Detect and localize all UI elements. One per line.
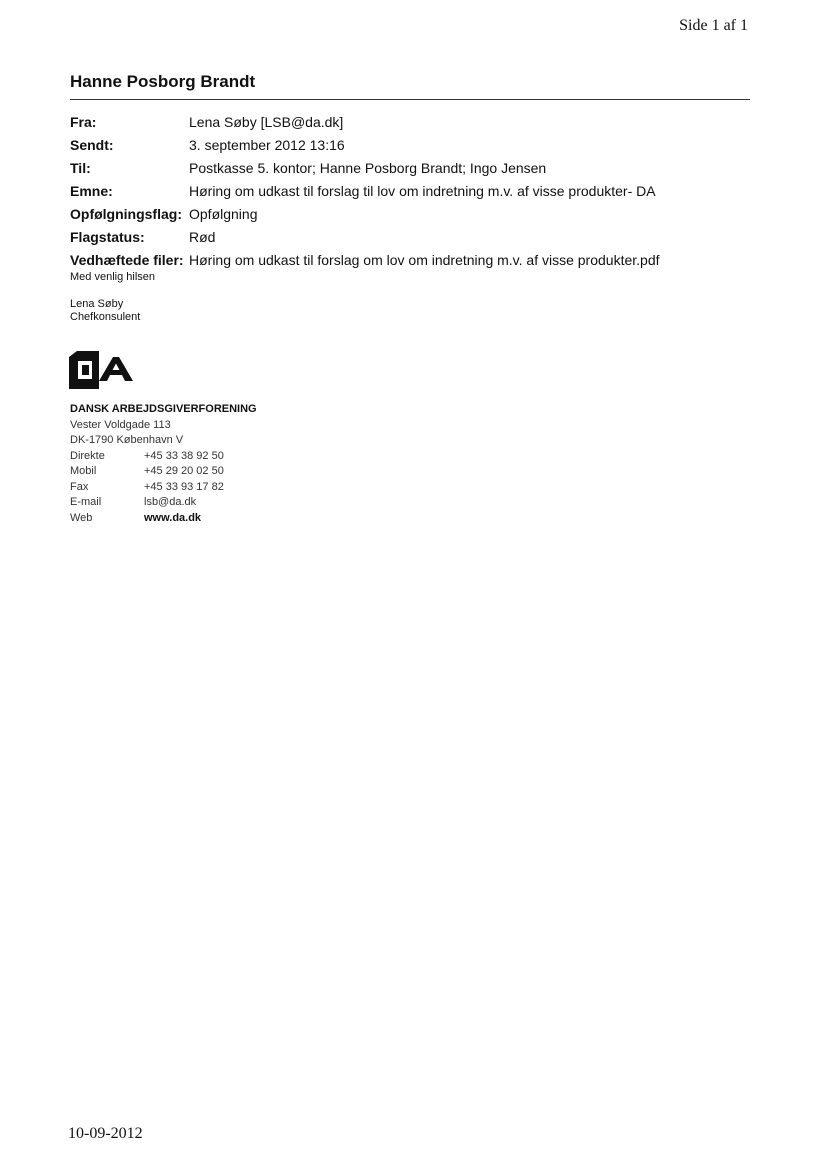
header-label: Emne:	[70, 182, 113, 199]
da-logo	[69, 351, 133, 389]
header-row-attachments	[70, 248, 660, 271]
header-row-sent	[70, 133, 660, 156]
header-row-flag-status	[70, 225, 660, 248]
email-link[interactable]: lsb@da.dk	[144, 496, 197, 508]
contact-label: Direkte	[70, 449, 105, 462]
web-link[interactable]: www.da.dk	[144, 511, 202, 524]
contact-value: +45 33 38 92 50	[144, 449, 224, 462]
header-row-from	[70, 110, 660, 133]
da-logo-mark	[69, 351, 133, 389]
header-label: Flagstatus:	[70, 228, 145, 245]
address-line-2: DK-1790 København V	[70, 434, 184, 446]
header-label: Til:	[70, 159, 91, 176]
header-label: Vedhæftede filer:	[70, 251, 184, 268]
contact-label: Web	[70, 511, 93, 524]
contact-label: E-mail	[70, 496, 102, 508]
header-label: Fra:	[70, 113, 97, 130]
header-value-sent: 3. september 2012 13:16	[189, 136, 345, 153]
contact-row-mobile	[70, 464, 257, 480]
contact-label: Mobil	[70, 465, 97, 477]
header-row-followup-flag	[70, 202, 660, 225]
signer-title: Chefkonsulent	[70, 311, 141, 323]
signer-block	[70, 298, 140, 324]
mailbox-owner: Hanne Posborg Brandt	[70, 72, 256, 91]
closing-greeting: Med venlig hilsen	[70, 271, 155, 283]
header-row-to	[70, 156, 660, 179]
contact-row-fax	[70, 480, 257, 496]
contact-row-direct	[70, 449, 257, 465]
organization-name: DANSK ARBEJDSGIVERFORENING	[70, 403, 257, 415]
header-divider	[70, 99, 750, 100]
header-value-attachments: Høring om udkast til forslag om lov om indretning m.v. af visse produkter.pdf	[189, 251, 660, 268]
contact-label: Fax	[70, 480, 89, 493]
email-header-table	[70, 110, 660, 271]
address-line-1: Vester Voldgade 113	[70, 418, 171, 431]
header-label: Sendt:	[70, 136, 114, 153]
contact-value: +45 29 20 02 50	[144, 465, 224, 477]
page-number: Side 1 af 1	[679, 17, 748, 34]
contact-row-email	[70, 495, 257, 511]
header-value-from: Lena Søby [LSB@da.dk]	[189, 113, 344, 130]
header-value-to: Postkasse 5. kontor; Hanne Posborg Brandt; Ingo Jensen	[189, 159, 547, 176]
contact-row-web	[70, 511, 257, 527]
company-signature	[70, 402, 257, 526]
signer-name: Lena Søby	[70, 298, 124, 310]
header-value-followup-flag: Opfølgning	[189, 205, 258, 222]
header-value-flag-status: Rød	[189, 228, 216, 245]
print-date: 10-09-2012	[68, 1125, 143, 1142]
contact-value: +45 33 93 17 82	[144, 480, 224, 493]
header-row-subject	[70, 179, 660, 202]
header-label: Opfølgningsflag:	[70, 205, 182, 222]
header-value-subject: Høring om udkast til forslag til lov om indretning m.v. af visse produkter- DA	[189, 182, 656, 199]
